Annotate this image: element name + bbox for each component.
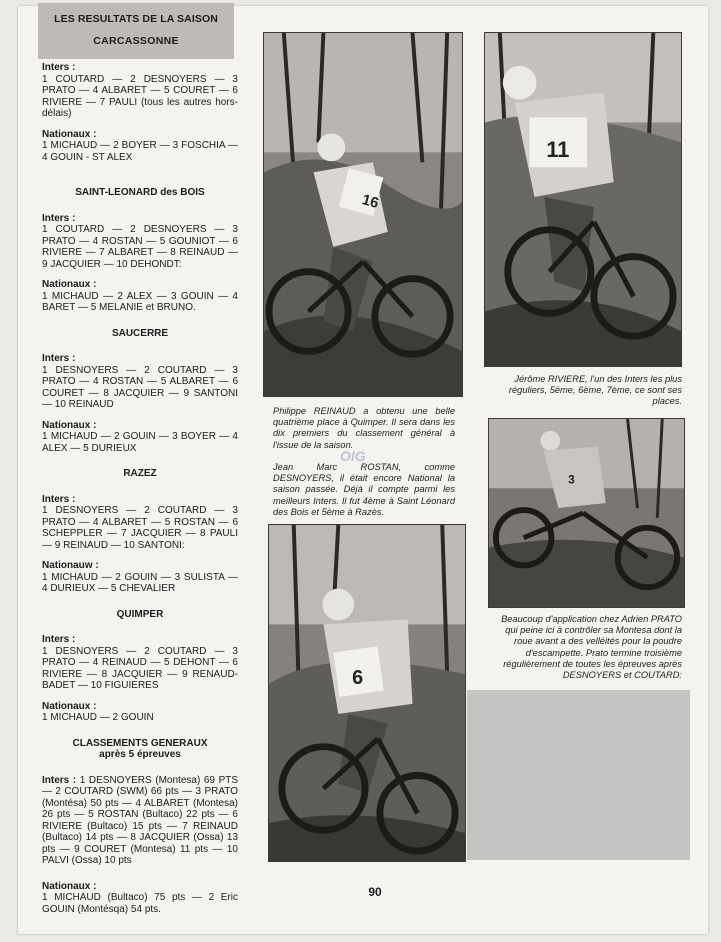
- results-column: [42, 62, 238, 915]
- caption-prato: Beaucoup d'application chez Adrien PRATO qui peine ici à contrôler sa Montesa dont la roue avant a des velléités pour la poudre d'escampette. Prato termine troisième régulièrement de toutes les épreuves après DESNOYERS et COUTARD:: [501, 614, 682, 681]
- nationaux-label: Nationaux :: [42, 128, 97, 140]
- nationaux-label: Nationaux :: [42, 419, 97, 431]
- header-title: LES RESULTATS DE LA SAISON: [54, 13, 218, 25]
- photo-rider-11: [484, 32, 682, 367]
- inters-results: 1 DESNOYERS — 2 COUTARD — 3 PRATO — 4 ROSTAN — 5 ALBARET — 6 COURET — 8 JACQUIER — 9 SANTONI — 10 REINAUD: [42, 364, 238, 410]
- inters-label: Inters :: [42, 774, 77, 786]
- nationaux-label: Nationaux :: [42, 279, 97, 290]
- inters-results: 1 DESNOYERS — 2 COUTARD — 3 PRATO — 4 REINAUD — 5 DEHONT — 6 RIVIERE — 8 JACQUIER — 9 RENAUD-BADET — 10 FIGUIERES: [42, 645, 238, 691]
- nationaux-results: 1 MICHAUD — 2 GOUIN — 3 BOYER — 4 ALEX — 5 DURIEUX: [42, 431, 238, 454]
- inters-label: Inters :: [42, 353, 76, 364]
- grey-panel: [467, 690, 690, 860]
- event-heading: QUIMPER: [116, 608, 164, 620]
- photo-rider-6: [268, 524, 466, 862]
- general-inters-results: 1 DESNOYERS (Montesa) 69 PTS — 2 COUTARD (SWM) 66 pts — 3 PRATO (Montésa) 50 pts — 4 ALBARET (Montesa) 26 pts — 5 ROSTAN (Bultaco) 22 pts — 6 RIVIERE (Bultaco) 15 pts — 7 REINAUD (Bultaco) 14 pts — 8 JACQUIER (Ossa) 13 pts — 9 COURET (Montesa) 11 pts — 10 PALVI (Ossa) 10 pts: [42, 774, 239, 866]
- caption-rostan: Jean Marc ROSTAN, comme DESNOYERS, il était encore National la saison passée. Déjà il compte parmi les meilleurs Inters. Il fut 4ème à Saint Léonard des Bois et 5ème à Razès.: [273, 462, 455, 517]
- event-heading: SAINT-LEONARD des BOIS: [75, 187, 205, 198]
- inters-label: Inters :: [42, 493, 76, 505]
- caption-riviere: Jérôme RIVIERE, l'un des Inters les plus réguliers, 5ème, 6ème, 7ème, ce sont ses places.: [508, 374, 682, 407]
- inters-results: 1 COUTARD — 2 DESNOYERS — 3 PRATO — 4 ALBARET — 5 COURET — 6 RIVIERE — 7 PAULI (tous les autres hors-délais): [42, 73, 238, 119]
- page-number: 90: [368, 885, 382, 899]
- nationaux-label: Nationaux :: [42, 880, 97, 892]
- bib-number: 11: [546, 137, 570, 163]
- watermark: OIG: [340, 448, 366, 464]
- inters-label: Inters :: [42, 634, 76, 645]
- nationaux-results: 1 MICHAUD — 2 ALEX — 3 GOUIN — 4 BARET — 5 MELANIE et BRUNO.: [42, 290, 238, 313]
- inters-results: 1 DESNOYERS — 2 COUTARD — 3 PRATO — 4 ALBARET — 5 ROSTAN — 6 SCHEPPLER — 7 JACQUIER — 8 PAULI — 9 REINAUD — 10 SANTONI:: [42, 505, 238, 551]
- nationaux-label: Nationaux :: [42, 700, 97, 712]
- event-heading: SAUCERRE: [111, 327, 169, 339]
- inters-label: Inters :: [42, 212, 76, 224]
- nationaux-results: 1 MICHAUD — 2 BOYER — 3 FOSCHIA — 4 GOUIN - ST ALEX: [42, 140, 238, 163]
- general-standings-subtitle: après 5 épreuves: [99, 749, 181, 760]
- caption-reinaud: Philippe REINAUD a obtenu une belle quatrième place à Quimper. Il sera dans les dix premiers du classement général à l'issue de la saison.: [273, 406, 455, 450]
- inters-label: Inters :: [42, 62, 76, 73]
- bib-number: 3: [568, 472, 575, 487]
- results-header: [38, 3, 234, 59]
- nationaux-label: Nationauw :: [42, 560, 99, 571]
- general-nationaux-results: 1 MICHAUD (Bultaco) 75 pts — 2 Eric GOUIN (Montésqa) 54 pts.: [42, 892, 238, 915]
- bib-number: 16: [360, 192, 381, 212]
- photo-rider-16: [263, 32, 463, 397]
- photo-rider-prato: [488, 418, 685, 608]
- nationaux-results: 1 MICHAUD — 2 GOUIN — 3 SULISTA — 4 DURIEUX — 5 CHEVALIER: [42, 571, 238, 594]
- header-first-event: CARCASSONNE: [93, 35, 179, 47]
- inters-results: 1 COUTARD — 2 DESNOYERS — 3 PRATO — 4 ROSTAN — 5 GOUNIOT — 6 RIVIERE — 7 ALBARET — 8 REINAUD — 9 JACQUIER — 10 DEHONDT:: [42, 224, 238, 270]
- event-heading: RAZEZ: [123, 468, 157, 479]
- general-inters: [42, 775, 238, 867]
- nationaux-results: 1 MICHAUD — 2 GOUIN: [42, 712, 154, 723]
- general-standings-title: CLASSEMENTS GENERAUX: [72, 737, 208, 749]
- bib-number: 6: [352, 667, 364, 690]
